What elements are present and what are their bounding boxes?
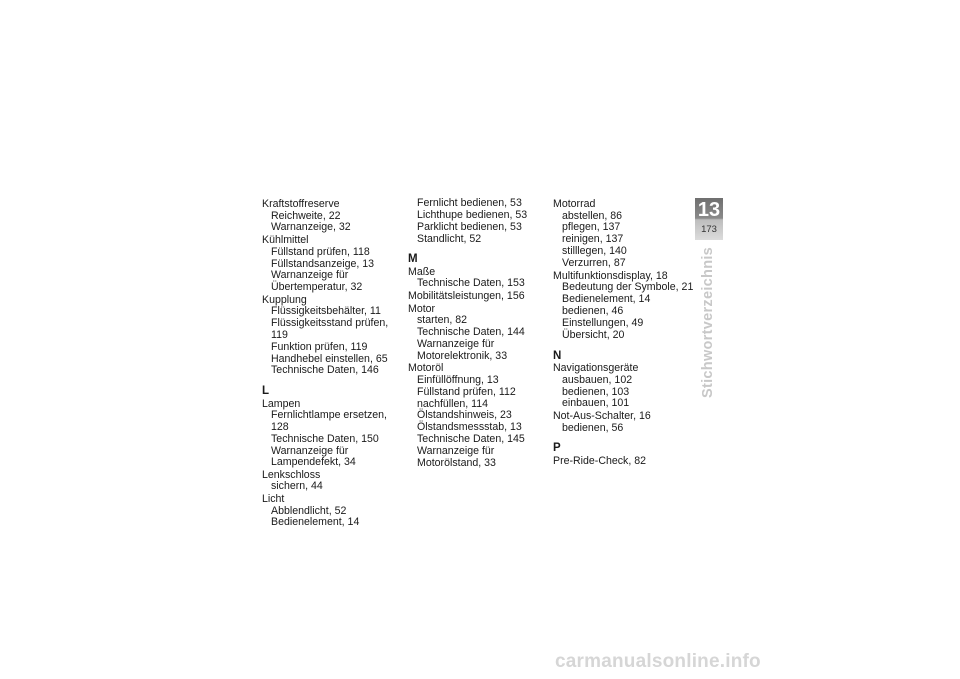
- index-subentry: [408, 234, 550, 246]
- index-term: Motor: [408, 302, 436, 315]
- index-subentry-line: Flüssigkeitsstand prüfen, 119: [271, 317, 389, 341]
- index-subentry: [408, 387, 550, 399]
- index-subentry-line: bedienen, 56: [562, 421, 624, 434]
- index-subentry-line: Ölstandsmessstab, 13: [417, 421, 522, 434]
- index-term: Navigationsgeräte: [553, 362, 639, 375]
- index-column-2: [408, 198, 550, 470]
- index-subentry-line: Fernlicht bedienen, 53: [417, 197, 522, 209]
- page-number: 173: [701, 224, 717, 235]
- index-subentry-line: Warnanzeige für: [271, 269, 349, 282]
- index-term: Kühlmittel: [262, 234, 309, 247]
- index-subentry-line: Einfüllöffnung, 13: [417, 373, 499, 386]
- index-term: Kraftstoffreserve: [262, 198, 340, 210]
- index-subentry-line: Warnanzeige für: [271, 444, 349, 457]
- index-term: Lampen: [262, 397, 301, 410]
- index-term: Mobilitätsleistungen, 156: [408, 290, 525, 303]
- index-column-1: [262, 198, 404, 529]
- index-subentry: [553, 423, 695, 435]
- index-subentry-line: Motorölstand, 33: [417, 456, 496, 469]
- index-subentry: [408, 327, 550, 339]
- index-term: Motorrad: [553, 198, 596, 210]
- index-entry: [553, 456, 695, 468]
- index-subentry: [408, 375, 550, 387]
- index-subentry: [262, 365, 404, 377]
- chapter-tab: [695, 198, 723, 240]
- index-subentry-line: Einstellungen, 49: [562, 317, 644, 330]
- index-subentry-line: Bedienelement, 14: [562, 293, 651, 306]
- index-subentry: [553, 387, 695, 399]
- index-subentry-line: Verzurren, 87: [562, 257, 626, 270]
- index-subentry-line: Warnanzeige, 32: [271, 221, 351, 234]
- index-entry: [553, 199, 695, 270]
- index-entry: [408, 198, 550, 245]
- index-term: Not-Aus-Schalter, 16: [553, 410, 651, 423]
- index-subentry-line: Füllstand prüfen, 112: [417, 385, 516, 398]
- index-subentry-line: Technische Daten, 150: [271, 432, 379, 445]
- index-subentry: [262, 446, 404, 469]
- index-subentry: [262, 247, 404, 259]
- index-subentry: [262, 342, 404, 354]
- index-subentry: [262, 222, 404, 234]
- section-letter: M: [408, 253, 418, 266]
- index-subentry: [262, 306, 404, 318]
- index-subentry-line: sichern, 44: [271, 480, 323, 493]
- index-subentry-line: Motorelektronik, 33: [417, 349, 508, 362]
- index-subentry: [553, 330, 695, 342]
- index-subentry-line: Warnanzeige für: [417, 445, 495, 458]
- chapter-number: 13: [697, 199, 721, 221]
- index-subentry-line: stilllegen, 140: [562, 245, 627, 258]
- index-subentry-line: ausbauen, 102: [562, 373, 633, 386]
- index-entry: [408, 304, 550, 363]
- index-subentry: [262, 481, 404, 493]
- index-subentry: [262, 318, 404, 341]
- index-subentry-line: Parklicht bedienen, 53: [417, 220, 522, 233]
- index-subentry: [408, 422, 550, 434]
- index-subentry-line: Reichweite, 22: [271, 209, 341, 222]
- chapter-title-vertical: Stichwortverzeichnis: [700, 246, 716, 398]
- section-letter: P: [553, 442, 561, 455]
- index-term: Motoröl: [408, 362, 444, 375]
- index-subentry: [262, 354, 404, 366]
- index-subentry: [408, 198, 550, 210]
- index-subentry-line: Warnanzeige für: [417, 338, 495, 351]
- index-subentry-line: Technische Daten, 145: [417, 433, 525, 446]
- index-subentry-line: Technische Daten, 144: [417, 326, 525, 339]
- index-subentry: [262, 434, 404, 446]
- index-entry: [262, 470, 404, 493]
- index-subentry-line: Abblendlicht, 52: [271, 504, 347, 517]
- index-subentry: [262, 270, 404, 293]
- index-entry: [553, 411, 695, 434]
- index-subentry: [408, 446, 550, 469]
- index-subentry-line: Technische Daten, 146: [271, 364, 379, 377]
- index-subentry-line: Standlicht, 52: [417, 232, 482, 245]
- index-subentry-line: Ölstandshinweis, 23: [417, 409, 512, 422]
- index-entry: [262, 295, 404, 377]
- index-subentry-line: Funktion prüfen, 119: [271, 340, 368, 353]
- index-entry: [262, 399, 404, 469]
- index-term: Multifunktionsdisplay, 18: [553, 269, 668, 282]
- index-subentry-line: Füllstand prüfen, 118: [271, 245, 370, 258]
- index-entry: [408, 363, 550, 469]
- index-term: Maße: [408, 265, 436, 278]
- index-subentry-line: Übersicht, 20: [562, 328, 625, 341]
- index-subentry: [553, 375, 695, 387]
- index-entry: [262, 494, 404, 529]
- index-entry: [553, 363, 695, 410]
- index-entry: [408, 267, 550, 290]
- index-subentry-line: Füllstandsanzeige, 13: [271, 257, 375, 270]
- index-subentry-line: bedienen, 103: [562, 385, 630, 398]
- index-subentry: [408, 210, 550, 222]
- index-entry: [262, 199, 404, 234]
- index-subentry: [262, 259, 404, 271]
- index-term: Lenkschloss: [262, 468, 321, 481]
- index-subentry-line: Handhebel einstellen, 65: [271, 352, 388, 365]
- watermark: carmanualsonline.info: [555, 651, 761, 672]
- index-entry: [262, 235, 404, 294]
- index-subentry: [262, 211, 404, 223]
- index-subentry: [408, 222, 550, 234]
- index-subentry-line: starten, 82: [417, 314, 468, 327]
- index-subentry-line: Technische Daten, 153: [417, 277, 525, 290]
- index-subentry-line: Fernlichtlampe ersetzen, 128: [271, 409, 387, 433]
- index-subentry-line: Bedienelement, 14: [271, 516, 360, 529]
- index-subentry-line: pflegen, 137: [562, 221, 621, 234]
- index-subentry-line: Lichthupe bedienen, 53: [417, 208, 528, 221]
- index-subentry-line: Flüssigkeitsbehälter, 11: [271, 305, 381, 318]
- index-subentry: [408, 339, 550, 362]
- index-subentry: [553, 234, 695, 246]
- index-term: Pre-Ride-Check, 82: [553, 454, 647, 467]
- index-subentry-line: Bedeutung der Symbole, 21: [562, 281, 694, 294]
- index-subentry-line: reinigen, 137: [562, 233, 624, 246]
- index-subentry-line: nachfüllen, 114: [417, 397, 489, 410]
- index-subentry: [553, 398, 695, 410]
- index-term: Kupplung: [262, 293, 307, 306]
- index-subentry: [408, 434, 550, 446]
- index-subentry: [553, 222, 695, 234]
- index-subentry: [553, 306, 695, 318]
- section-letter: N: [553, 349, 562, 362]
- index-subentry: [408, 399, 550, 411]
- index-subentry: [553, 282, 695, 294]
- index-term: Licht: [262, 492, 285, 505]
- index-subentry: [553, 211, 695, 223]
- index-subentry: [553, 246, 695, 258]
- index-subentry: [553, 318, 695, 330]
- index-subentry: [553, 294, 695, 306]
- index-subentry: [262, 410, 404, 433]
- index-subentry: [553, 258, 695, 270]
- index-subentry: [262, 506, 404, 518]
- index-entry: [553, 271, 695, 342]
- index-subentry: [408, 410, 550, 422]
- index-subentry-line: Lampendefekt, 34: [271, 456, 356, 469]
- index-subentry-line: Übertemperatur, 32: [271, 281, 363, 294]
- index-subentry-line: abstellen, 86: [562, 209, 623, 222]
- index-subentry: [408, 315, 550, 327]
- index-subentry-line: einbauen, 101: [562, 397, 630, 410]
- index-column-3: [553, 198, 695, 467]
- index-entry: [408, 291, 550, 303]
- index-subentry: [408, 278, 550, 290]
- index-subentry-line: bedienen, 46: [562, 305, 624, 318]
- index-subentry: [262, 517, 404, 529]
- section-letter: L: [262, 384, 270, 397]
